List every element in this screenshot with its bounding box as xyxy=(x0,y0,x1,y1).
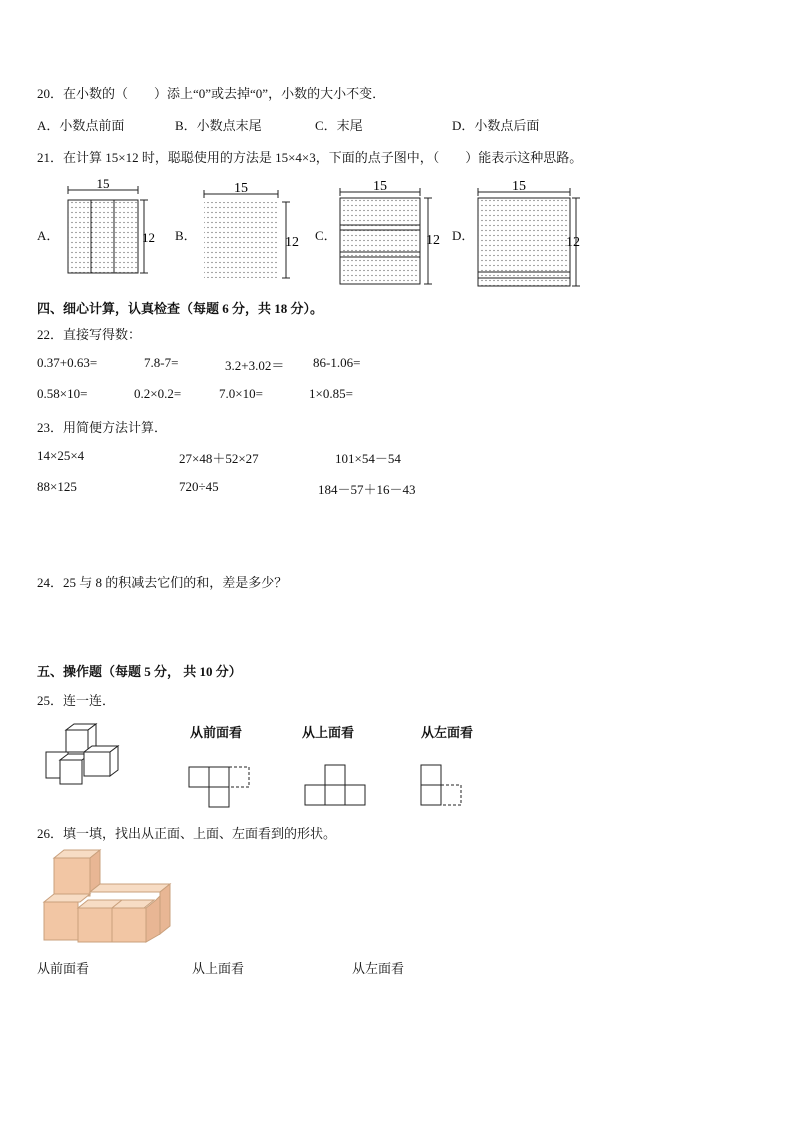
q26-view-label-left: 从左面看 xyxy=(352,961,405,976)
q21-option-b-letter: B． xyxy=(175,228,197,243)
q22-item: 0.58×10= xyxy=(37,386,88,401)
q21-a-width-label: 15 xyxy=(96,176,110,191)
q23-item: 88×125 xyxy=(37,479,77,494)
q25-view-label-left: 从左面看 xyxy=(421,725,474,740)
q20-option-b: B．小数点末尾 xyxy=(175,118,262,133)
q21-dot-figure-a xyxy=(62,176,162,280)
q21-b-width-label: 15 xyxy=(234,181,248,196)
q21-b-height-label: 12 xyxy=(285,235,299,250)
q21-a-height-label: 12 xyxy=(142,230,155,245)
q22-item: 86-1.06= xyxy=(313,355,361,370)
q21-c-height-label: 12 xyxy=(426,233,440,248)
q21-c-width-label: 15 xyxy=(373,179,387,194)
q26-stem: 26．填一填，找出从正面、上面、左面看到的形状。 xyxy=(37,826,337,841)
section4-title: 四、细心计算，认真检查（每题 6 分，共 18 分）。 xyxy=(37,301,324,316)
q22-item: 3.2+3.02＝ xyxy=(225,358,285,373)
q22-item: 7.8-7= xyxy=(144,355,179,370)
q24-stem: 24．25 与 8 的积减去它们的和，差是多少？ xyxy=(37,575,288,590)
q26-view-label-top: 从上面看 xyxy=(192,961,245,976)
q21-d-width-label: 15 xyxy=(512,179,526,194)
q23-item: 101×54－54 xyxy=(335,451,401,466)
q21-dot-figure-d xyxy=(472,178,592,293)
q21-d-height-label: 12 xyxy=(566,235,580,250)
q23-item: 720÷45 xyxy=(179,479,219,494)
q21-stem: 21．在计算 15×12 时，聪聪使用的方法是 15×4×3，下面的点子图中，（ ）能表示这种思路。 xyxy=(37,150,583,165)
q25-left-view-shape xyxy=(420,764,470,810)
q20-stem: 20．在小数的（ ）添上“0”或去掉“0”，小数的大小不变． xyxy=(37,86,386,101)
q23-item: 27×48＋52×27 xyxy=(179,451,259,466)
q22-item: 1×0.85= xyxy=(309,386,353,401)
q26-cube-figure xyxy=(42,850,172,946)
q21-dot-figure-c xyxy=(334,178,444,288)
q20-option-d: D．小数点后面 xyxy=(452,118,540,133)
q25-front-view-shape xyxy=(188,766,260,810)
q21-option-d-letter: D． xyxy=(452,228,475,243)
q25-cube-figure xyxy=(44,720,144,790)
q23-item: 184－57＋16－43 xyxy=(318,482,416,497)
q20-option-c: C．末尾 xyxy=(315,118,363,133)
q25-top-view-shape xyxy=(304,764,370,810)
q21-option-a-letter: A． xyxy=(37,228,60,243)
q22-item: 7.0×10= xyxy=(219,386,263,401)
q23-item: 14×25×4 xyxy=(37,448,85,463)
q26-view-label-front: 从前面看 xyxy=(37,961,90,976)
q23-stem: 23．用简便方法计算． xyxy=(37,420,168,435)
section5-title: 五、操作题（每题 5 分， 共 10 分） xyxy=(37,664,242,679)
q22-stem: 22．直接写得数： xyxy=(37,327,142,342)
q21-option-c-letter: C． xyxy=(315,228,337,243)
q22-item: 0.37+0.63= xyxy=(37,355,98,370)
q25-view-label-top: 从上面看 xyxy=(302,725,355,740)
q21-dot-figure-b xyxy=(198,180,308,285)
q22-item: 0.2×0.2= xyxy=(134,386,182,401)
q25-view-label-front: 从前面看 xyxy=(190,725,243,740)
q20-option-a: A．小数点前面 xyxy=(37,118,125,133)
q25-stem: 25．连一连． xyxy=(37,693,116,708)
